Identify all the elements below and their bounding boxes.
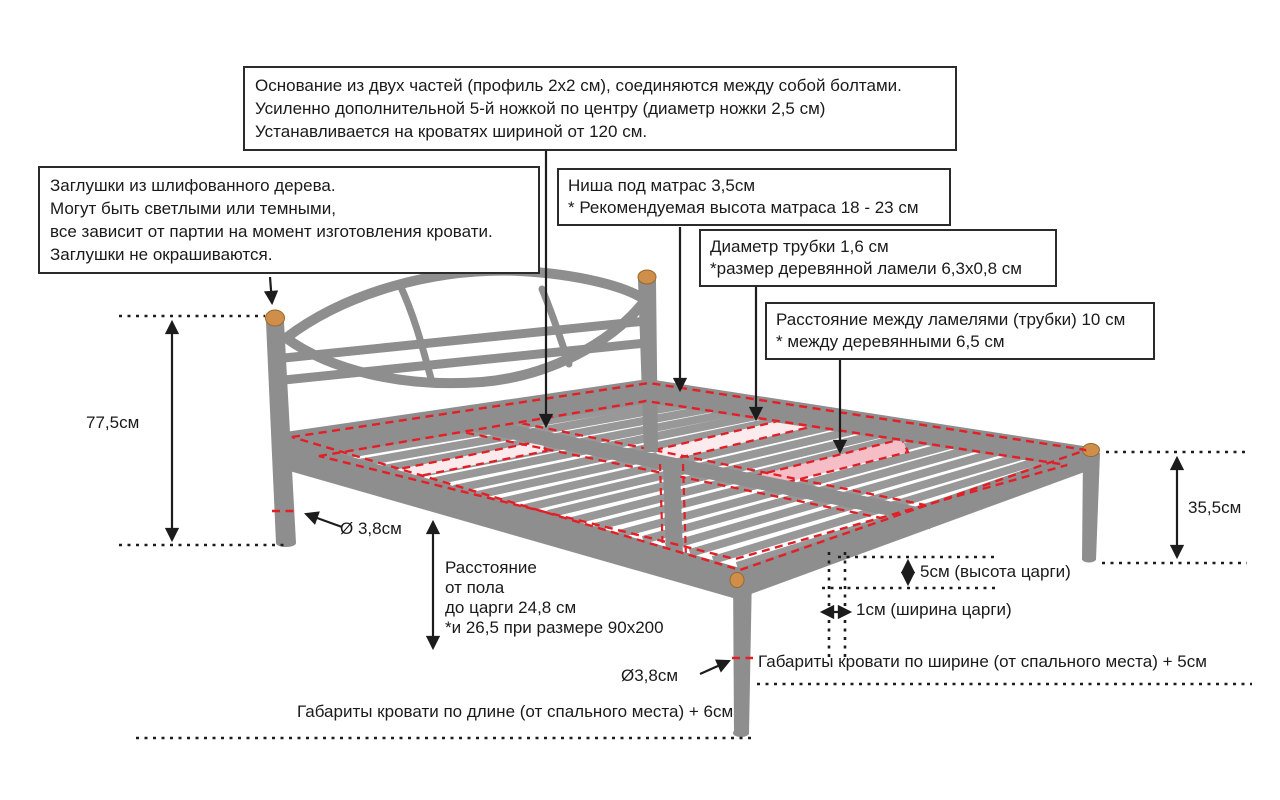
callout-base [243,66,957,151]
callout-line: * Рекомендуемая высота матраса 18 - 23 см [568,198,919,217]
rail-height-label: 5см (высота царги) [920,562,1071,581]
floor-to-rail-label: Расстояние от пола до царги 24,8 см *и 26,5 при размере 90х200 [445,558,664,637]
overall-width-label: Габариты кровати по ширине (от спального места) + 5см [758,652,1207,671]
headboard-height-label: 77,5см [86,413,140,432]
headboard-tubes [284,271,646,384]
callout-line: Заглушки из шлифованного дерева. [50,176,336,195]
callout-line: все зависит от партии на момент изготовления кровати. [50,222,493,241]
callout-line: Диаметр трубки 1,6 см [710,237,889,256]
callout-plugs [38,166,540,274]
callout-line: Основание из двух частей (профиль 2х2 см), соединяются между собой болтами. [255,76,902,95]
footboard-height-label: 35,5см [1188,498,1242,517]
callout-line: Ниша под матрас 3,5см [568,176,756,195]
callout-slat-spacing [765,302,1155,360]
rail-width-label: 1см (ширина царги) [856,600,1012,619]
callout-tube-diameter [699,229,1057,287]
callout-mattress-niche [557,168,951,226]
callout-line: * между деревянными 6,5 см [776,332,1005,351]
foot-far-post [1082,453,1100,563]
callout-line: Устанавливается на кроватях шириной от 120 см. [255,122,648,141]
callout-line: Расстояние между ламелями (трубки) 10 см [776,310,1126,329]
callout-line: Усиленно дополнительной 5-й ножкой по центру (диаметр ножки 2,5 см) [255,99,826,118]
callout-line: Заглушки не окрашиваются. [50,245,273,264]
callout-line: Могут быть светлыми или темными, [50,199,336,218]
head-leg-diameter-label: Ø 3,8см [340,519,402,538]
headboard-far-post [638,280,658,452]
callout-line: *размер деревянной ламели 6,3х0,8 см [710,259,1022,278]
foot-leg-diameter-label: Ø3,8см [621,666,679,685]
overall-length-label: Габариты кровати по длине (от спального места) + 6см [297,702,734,721]
